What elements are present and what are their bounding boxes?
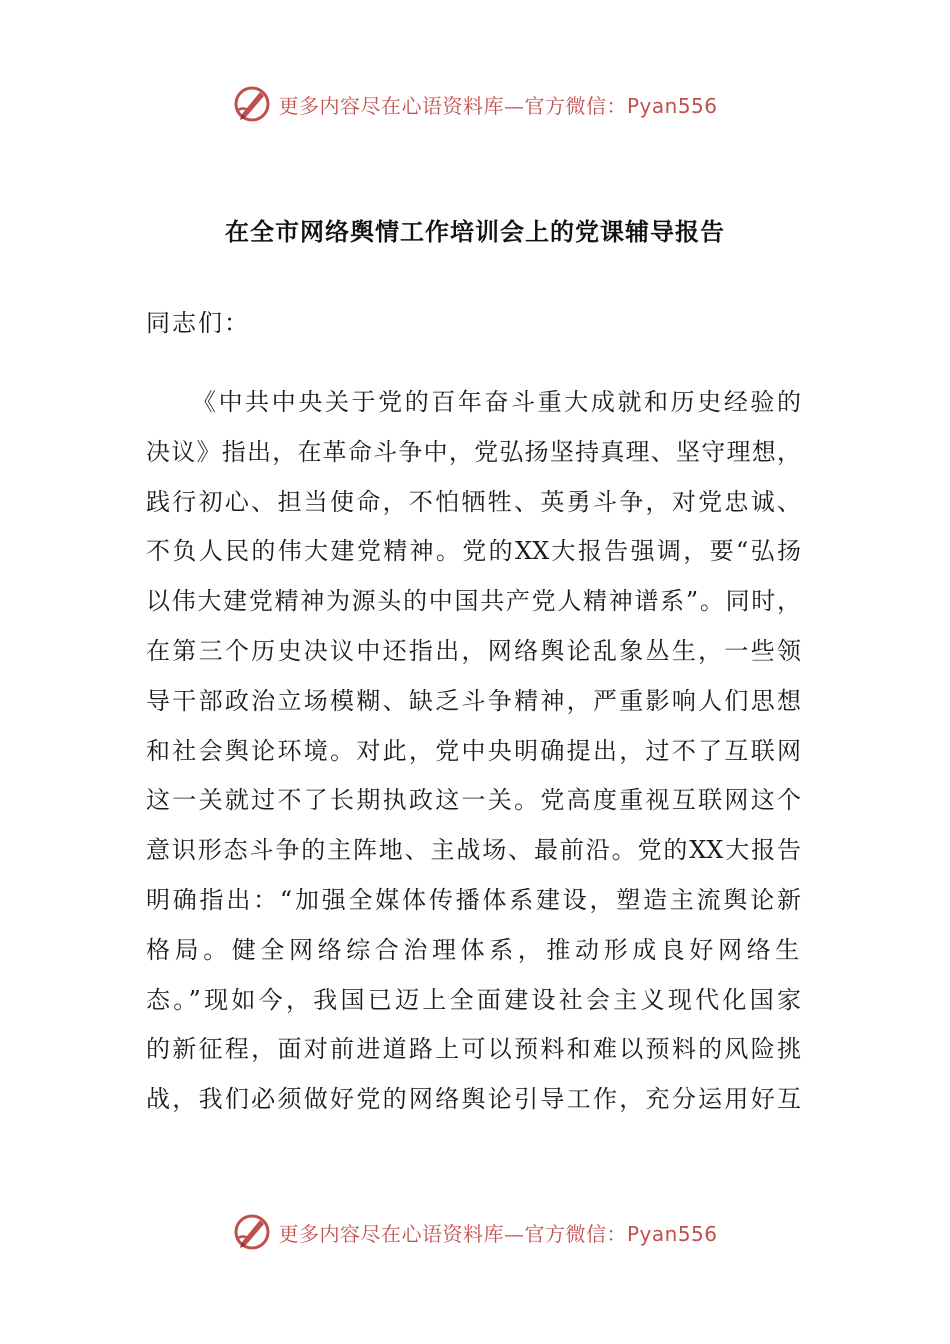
paragraph-line: 决议》指出，在革命斗争中，党弘扬坚持真理、坚守理想， <box>146 437 801 466</box>
paragraph-line: 战，我们必须做好党的网络舆论引导工作，充分运用好互 <box>146 1085 801 1114</box>
header-watermark-banner <box>0 80 950 128</box>
header-banner-text: 更多内容尽在心语资料库—官方微信：Pyan556 <box>278 93 718 118</box>
footer-watermark-banner <box>0 1208 950 1256</box>
salutation: 同志们： <box>146 309 250 337</box>
pen-logo-icon <box>232 1212 272 1252</box>
body-paragraph <box>146 378 804 1125</box>
paragraph-line: 不负人民的伟大建党精神。党的XX大报告强调，要“弘扬 <box>146 537 801 566</box>
paragraph-line: 践行初心、担当使命，不怕牺牲、英勇斗争，对党忠诚、 <box>146 487 801 516</box>
paragraph-line: 和社会舆论环境。对此，党中央明确提出，过不了互联网 <box>146 736 801 765</box>
pen-logo-icon <box>232 84 272 124</box>
paragraph-line: 《中共中央关于党的百年奋斗重大成就和历史经验的 <box>192 388 801 416</box>
paragraph-line: 导干部政治立场模糊、缺乏斗争精神，严重影响人们思想 <box>146 686 801 715</box>
header-wechat-id: Pyan556 <box>626 93 718 118</box>
paragraph-line: 明确指出：“加强全媒体传播体系建设，塑造主流舆论新 <box>146 885 801 914</box>
paragraph-line: 在第三个历史决议中还指出，网络舆论乱象丛生，一些领 <box>146 636 801 665</box>
paragraph-line: 格局。健全网络综合治理体系，推动形成良好网络生 <box>146 935 804 964</box>
footer-wechat-id: Pyan556 <box>626 1221 718 1246</box>
paragraph-line: 意识形态斗争的主阵地、主战场、最前沿。党的XX大报告 <box>146 836 801 865</box>
paragraph-line: 以伟大建党精神为源头的中国共产党人精神谱系”。同时， <box>146 587 801 616</box>
paragraph-line: 的新征程，面对前进道路上可以预料和难以预料的风险挑 <box>146 1035 801 1064</box>
document-title: 在全市网络舆情工作培训会上的党课辅导报告 <box>225 218 725 246</box>
paragraph-line: 态。”现如今，我国已迈上全面建设社会主义现代化国家 <box>146 985 801 1014</box>
paragraph-line: 这一关就过不了长期执政这一关。党高度重视互联网这个 <box>146 786 801 815</box>
footer-banner-text: 更多内容尽在心语资料库—官方微信：Pyan556 <box>278 1221 718 1246</box>
